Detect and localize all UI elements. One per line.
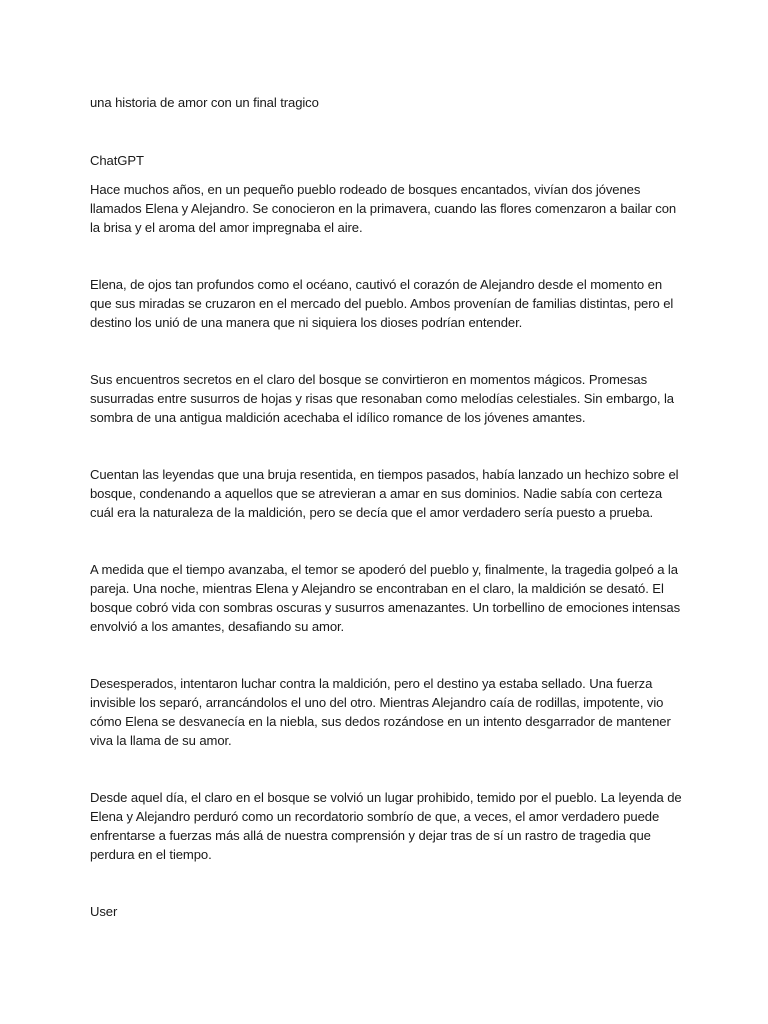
story-paragraph-6: Desesperados, intentaron luchar contra la maldición, pero el destino ya estaba sellado. Una fuerza invisible los separó, arrancándolos el uno del otro. Mientras Alejandro caía de rodillas, impotente, vio cómo Elena se desvanecía en la niebla, sus dedos rozándose en un intento desgarrador de mantener viva la llama de su amor. [90, 676, 671, 748]
story-paragraph-2: Elena, de ojos tan profundos como el océano, cautivó el corazón de Alejandro desde el momento en que sus miradas se cruzaron en el mercado del pueblo. Ambos provenían de familias distintas, pero el destino los unió de una manera que ni siquiera los dioses podrían entender. [90, 277, 674, 330]
story-paragraph-5: A medida que el tiempo avanzaba, el temor se apoderó del pueblo y, finalmente, la tragedia golpeó a la pareja. Una noche, mientras Elena y Alejandro se encontraban en el claro, la maldición se desató. El bosque cobró vida con sombras oscuras y susurros amenazantes. Un torbellino de emociones intensas envolvió a los amantes, desafiando su amor. [90, 562, 681, 634]
user-prompt: una historia de amor con un final tragico [90, 95, 319, 110]
user-label: User [90, 904, 118, 919]
story-paragraph-1: Hace muchos años, en un pequeño pueblo rodeado de bosques encantados, vivían dos jóvenes llamados Elena y Alejandro. Se conocieron en la primavera, cuando las flores comenzaron a bailar con la brisa y el aroma del amor impregnaba el aire. [90, 182, 677, 235]
document-content [90, 93, 682, 921]
story-paragraph-4: Cuentan las leyendas que una bruja resentida, en tiempos pasados, había lanzado un hechizo sobre el bosque, condenando a aquellos que se atrevieran a amar en sus dominios. Nadie sabía con certeza cuál era la naturaleza de la maldición, pero se decía que el amor verdadero sería puesto a prueba. [90, 467, 679, 520]
story-paragraph-7: Desde aquel día, el claro en el bosque se volvió un lugar prohibido, temido por el pueblo. La leyenda de Elena y Alejandro perduró como un recordatorio sombrío de que, a veces, el amor verdadero puede enfrentarse a fuerzas más allá de nuestra comprensión y dejar tras de sí un rastro de tragedia que perdura en el tiempo. [90, 790, 682, 862]
story-paragraph-3: Sus encuentros secretos en el claro del bosque se convirtieron en momentos mágicos. Promesas susurradas entre susurros de hojas y risas que resonaban como melodías celestiales. Sin embargo, la sombra de una antigua maldición acechaba el idílico romance de los jóvenes amantes. [90, 372, 674, 425]
assistant-label: ChatGPT [90, 153, 144, 168]
